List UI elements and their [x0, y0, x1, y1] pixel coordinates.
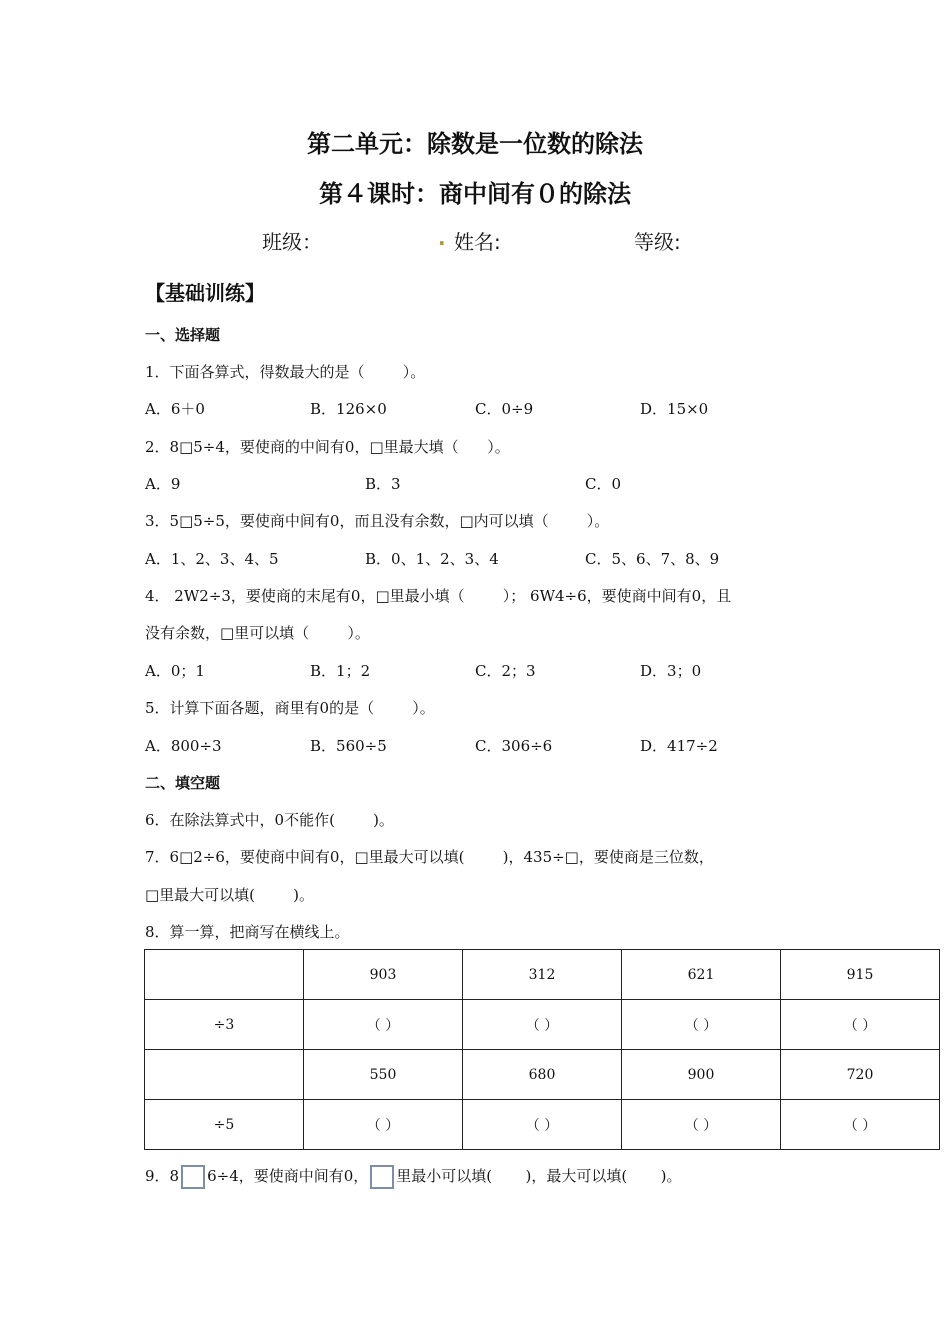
q4-option-c: C．2；3	[475, 662, 536, 680]
table-row	[145, 950, 940, 1000]
q4-option-d: D．3；0	[640, 662, 702, 680]
separator-dot: .	[438, 226, 446, 250]
q3-text: 3．5□5÷5，要使商中间有0，而且没有余数，□内可以填（ ）。	[145, 512, 610, 530]
q9-text	[145, 1165, 681, 1189]
section-title: 【基础训练】	[145, 281, 265, 305]
table-cell: 720	[781, 1050, 940, 1100]
blank-square-icon	[181, 1165, 205, 1189]
q7-text-line1: 7．6□2÷6，要使商中间有0，□里最大可以填( )，435÷□，要使商是三位数，	[145, 848, 714, 866]
unit-title: 第二单元：除数是一位数的除法	[307, 130, 643, 158]
q7-text-line2: □里最大可以填( )。	[145, 886, 315, 904]
answer-blank[interactable]: （ ）	[781, 1000, 940, 1050]
table-cell: 903	[304, 950, 463, 1000]
q1-option-c: C．0÷9	[475, 400, 534, 418]
q1-text: 1．下面各算式，得数最大的是（ ）。	[145, 363, 426, 381]
table-row	[145, 1000, 940, 1050]
q1-option-d: D．15×0	[640, 400, 709, 418]
table-cell: ÷3	[145, 1000, 304, 1050]
q4-text-line1: 4． 2W2÷3，要使商的末尾有0，□里最小填（ ）； 6W4÷6，要使商中间有0，且	[145, 587, 732, 605]
division-table	[144, 949, 940, 1150]
q2-text: 2．8□5÷4，要使商的中间有0，□里最大填（ ）。	[145, 438, 510, 456]
answer-blank[interactable]: （ ）	[304, 1000, 463, 1050]
table-row	[145, 1100, 940, 1150]
answer-blank[interactable]: （ ）	[622, 1100, 781, 1150]
q8-text: 8．算一算，把商写在横线上。	[145, 923, 350, 941]
q4-option-a: A．0；1	[145, 662, 205, 680]
lesson-title: 第４课时：商中间有０的除法	[319, 180, 631, 208]
table-cell: 680	[463, 1050, 622, 1100]
q4-option-b: B．1；2	[310, 662, 371, 680]
table-cell	[145, 950, 304, 1000]
part1-heading: 一、选择题	[145, 326, 221, 344]
q4-text-line2: 没有余数，□里可以填（ ）。	[145, 624, 370, 642]
q5-text: 5．计算下面各题，商里有0的是（ ）。	[145, 699, 435, 717]
answer-blank[interactable]: （ ）	[781, 1100, 940, 1150]
table-cell	[145, 1050, 304, 1100]
table-cell: 915	[781, 950, 940, 1000]
q3-option-a: A．1、2、3、4、5	[145, 550, 279, 568]
q2-option-a: A．9	[145, 475, 181, 493]
answer-blank[interactable]: （ ）	[304, 1100, 463, 1150]
table-cell: ÷5	[145, 1100, 304, 1150]
table-cell: 621	[622, 950, 781, 1000]
table-cell: 550	[304, 1050, 463, 1100]
answer-blank[interactable]: （ ）	[463, 1100, 622, 1150]
q2-option-c: C．0	[585, 475, 622, 493]
q9-part1: 9．8	[145, 1167, 180, 1185]
q9-part2: 6÷4，要使商中间有0，	[207, 1167, 369, 1185]
answer-blank[interactable]: （ ）	[463, 1000, 622, 1050]
q5-option-a: A．800÷3	[145, 737, 222, 755]
q3-option-b: B．0、1、2、3、4	[365, 550, 499, 568]
q1-option-b: B．126×0	[310, 400, 387, 418]
class-label: 班级：	[262, 230, 322, 254]
q6-text: 6．在除法算式中，0不能作( )。	[145, 811, 394, 829]
q3-option-c: C．5、6、7、8、9	[585, 550, 720, 568]
answer-blank[interactable]: （ ）	[622, 1000, 781, 1050]
name-label: 姓名:	[454, 230, 501, 254]
grade-label: 等级:	[634, 230, 681, 254]
q5-option-b: B．560÷5	[310, 737, 387, 755]
blank-square-icon	[370, 1165, 394, 1189]
q9-part3: 里最小可以填( )，最大可以填( )。	[396, 1167, 682, 1185]
table-cell: 900	[622, 1050, 781, 1100]
q2-option-b: B．3	[365, 475, 401, 493]
table-row	[145, 1050, 940, 1100]
part2-heading: 二、填空题	[145, 774, 221, 792]
table-cell: 312	[463, 950, 622, 1000]
q5-option-d: D．417÷2	[640, 737, 718, 755]
q1-option-a: A．6＋0	[145, 400, 205, 418]
q5-option-c: C．306÷6	[475, 737, 553, 755]
